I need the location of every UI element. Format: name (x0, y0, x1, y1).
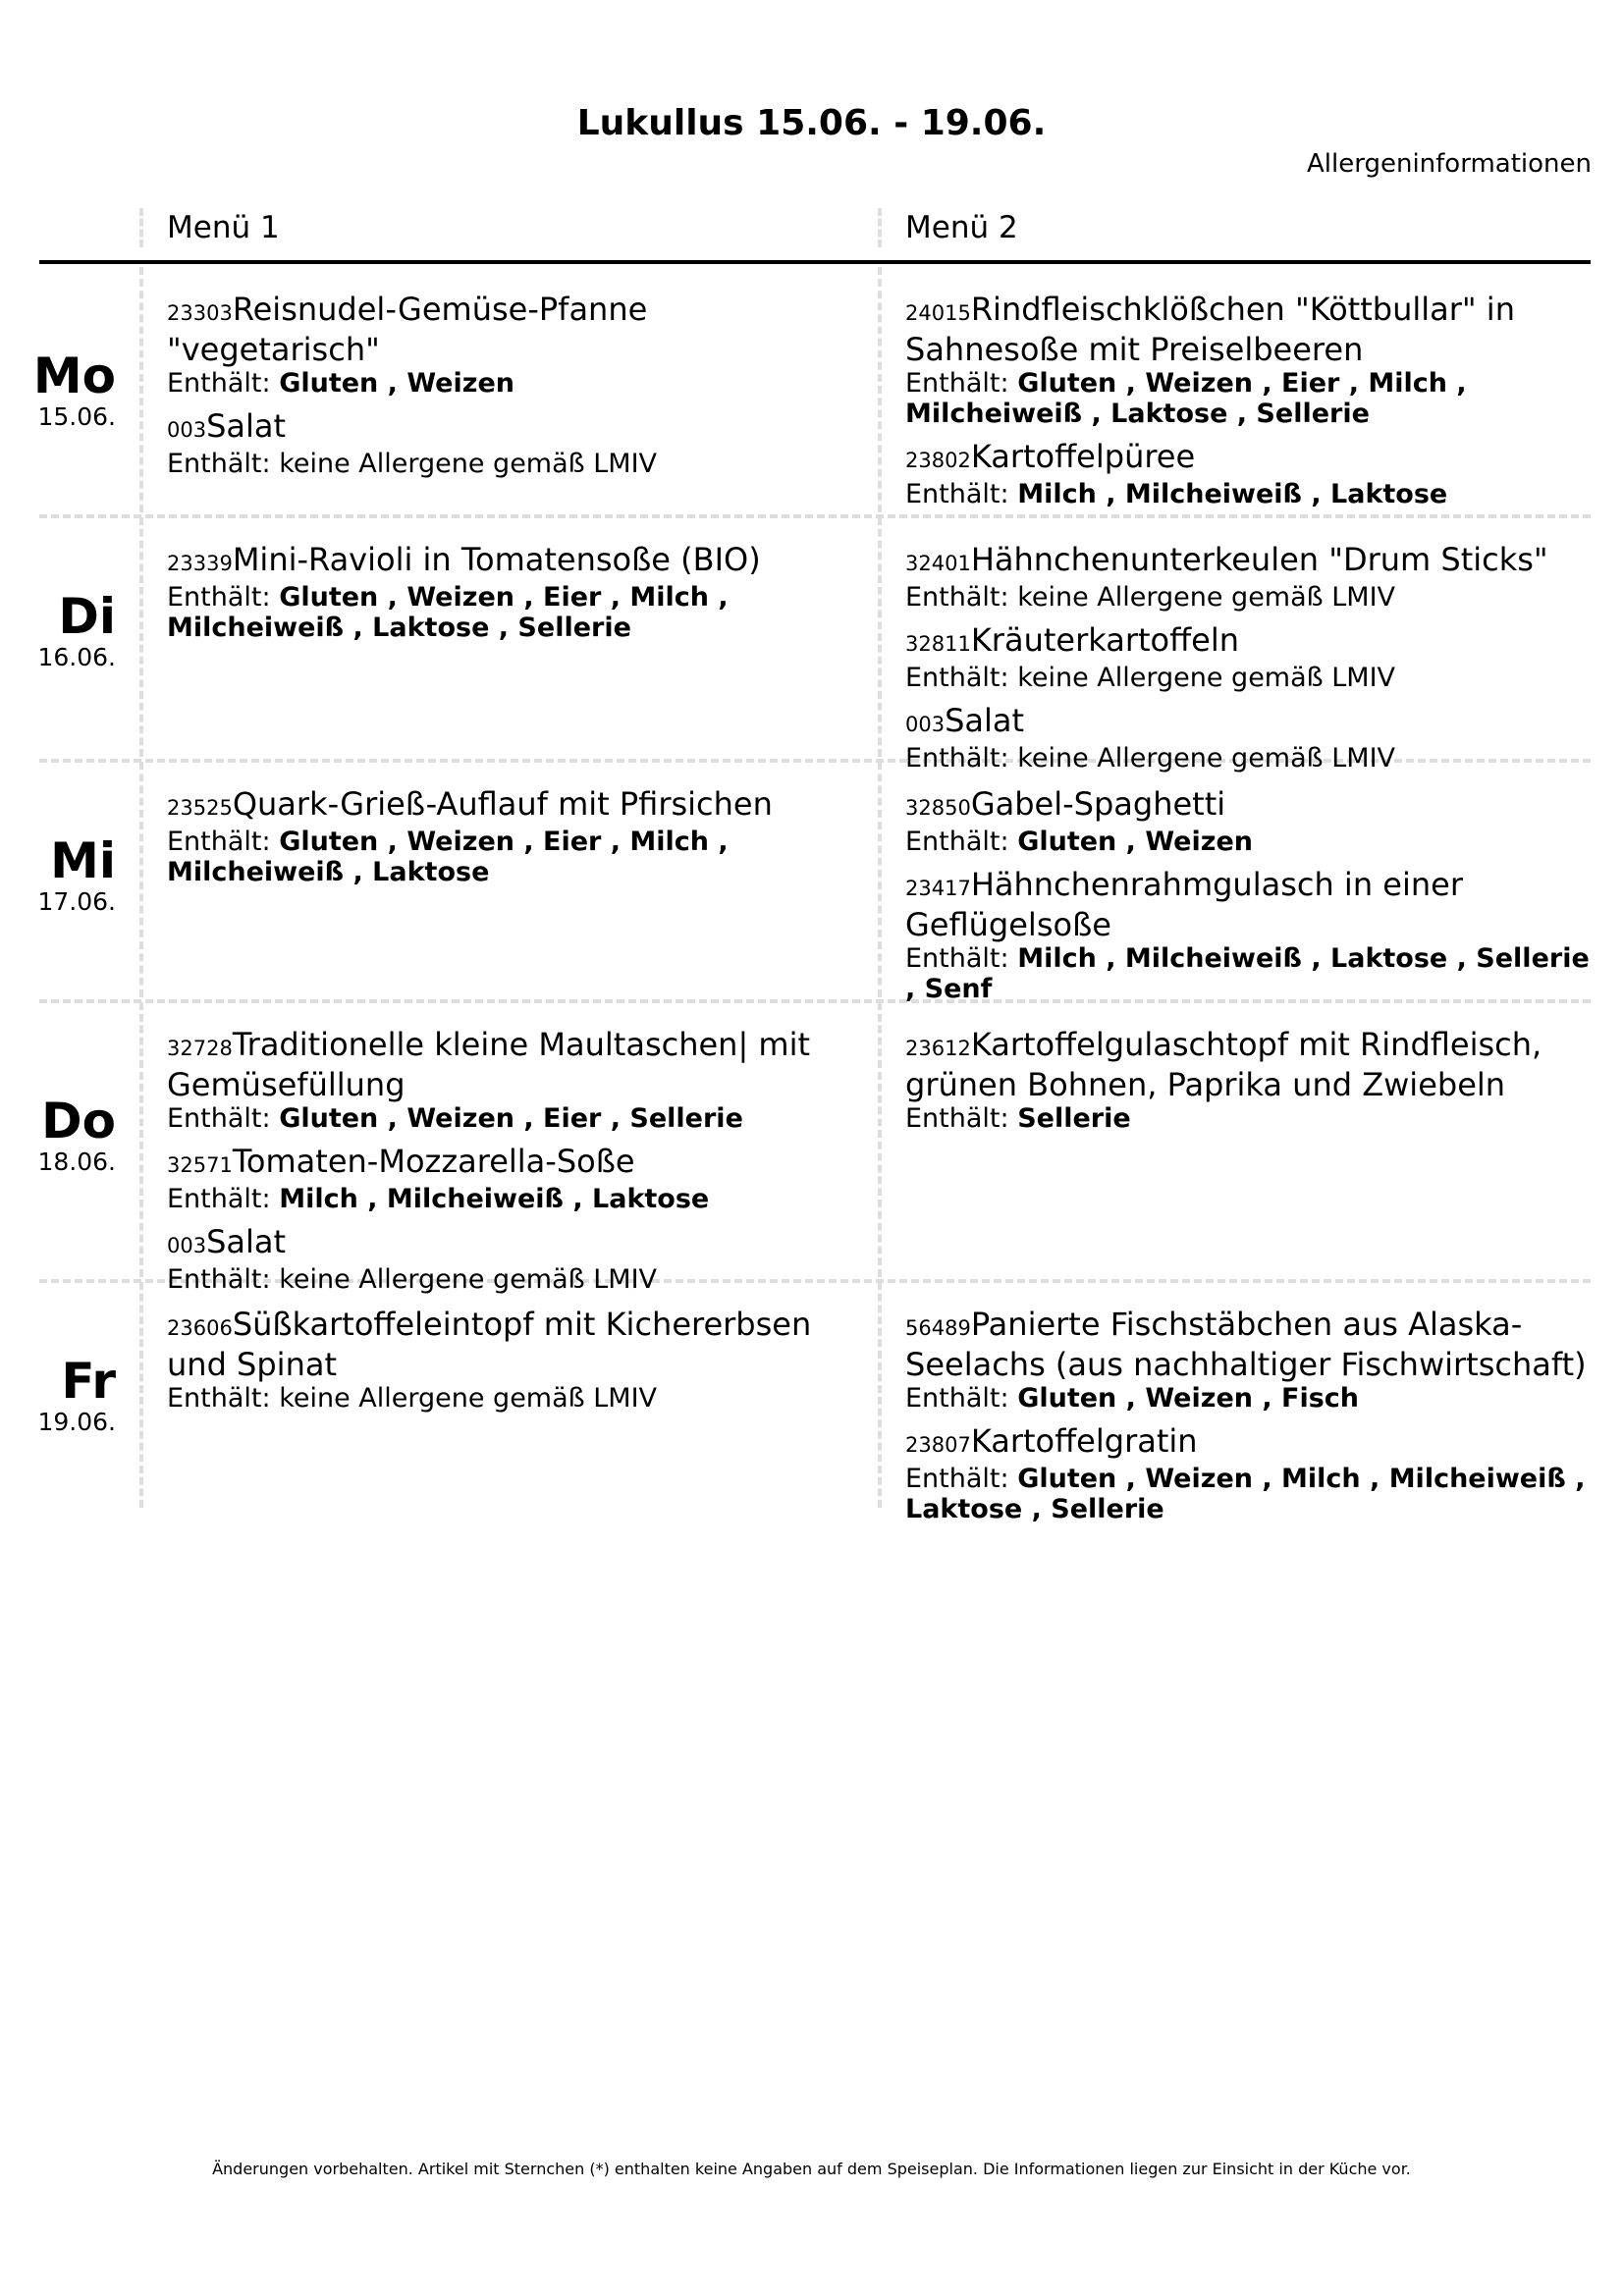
menu-1-cell (139, 517, 837, 757)
allergen-prefix: Enthält: (167, 1103, 271, 1134)
allergen-line (905, 663, 1595, 693)
dish-code: 23802 (905, 449, 971, 472)
allergen-prefix: Enthält: (905, 827, 1009, 857)
dish-name: Reisnudel-Gemüse-Pfanne "vegetarisch" (167, 291, 648, 368)
dish-code: 56489 (905, 1316, 971, 1340)
dish-name: Kartoffelgratin (970, 1422, 1198, 1460)
dish-code: 23417 (905, 877, 971, 900)
allergen-prefix: Enthält: (905, 943, 1009, 974)
day-name: Mo (32, 347, 116, 404)
day-date: 15.06. (37, 402, 116, 431)
allergen-prefix: Enthält: (905, 479, 1009, 509)
allergen-list: Gluten , Weizen , Eier , Sellerie (279, 1103, 743, 1134)
menu-2-cell (878, 1002, 1595, 1277)
dish-item (905, 292, 1595, 429)
dish-title (905, 542, 1595, 582)
day-date: 17.06. (37, 887, 116, 916)
allergen-line (905, 943, 1595, 1004)
day-date: 16.06. (37, 643, 116, 671)
allergen-prefix: Enthält: (167, 449, 271, 479)
footer-note: Änderungen vorbehalten. Artikel mit Sternchen (*) enthalten keine Angaben auf dem Speiseplan. Die Informationen liegen zur Einsicht in der Küche vor. (212, 2160, 1411, 2178)
dish-code: 23606 (167, 1316, 233, 1340)
day-name: Di (58, 588, 116, 645)
allergen-none: keine Allergene gemäß LMIV (279, 1264, 658, 1295)
allergen-prefix: Enthält: (905, 368, 1009, 399)
dish-item (167, 1027, 837, 1134)
dish-name: Kartoffelgulaschtopf mit Rindfleisch, grünen Bohnen, Paprika und Zwiebeln (905, 1026, 1542, 1103)
dish-code: 23612 (905, 1037, 971, 1060)
dish-code: 23525 (167, 796, 233, 820)
allergen-prefix: Enthält: (905, 582, 1009, 613)
dish-item (905, 439, 1595, 509)
dish-title (905, 1027, 1595, 1103)
allergen-none: keine Allergene gemäß LMIV (1017, 663, 1396, 693)
dish-name: Panierte Fischstäbchen aus Alaska-Seelachs (aus nachhaltiger Fischwirtschaft) (905, 1306, 1587, 1383)
dish-code: 003 (905, 713, 946, 736)
dish-title (905, 867, 1595, 943)
day-row (0, 517, 1623, 774)
day-name: Mi (50, 832, 116, 889)
dish-name: Rindfleischklößchen "Köttbullar" in Sahnesoße mit Preiselbeeren (905, 291, 1515, 368)
dish-item (167, 1144, 837, 1214)
dish-title (905, 1423, 1595, 1464)
day-label (0, 1353, 116, 1438)
allergen-line (905, 1383, 1595, 1414)
day-row (0, 1002, 1623, 1295)
allergen-list: Milch , Milcheiweiß , Laktose , Sellerie , Senf (905, 943, 1590, 1004)
allergen-prefix: Enthält: (167, 368, 271, 399)
dish-item (905, 1027, 1595, 1134)
allergen-line (905, 582, 1595, 613)
dish-title (905, 703, 1595, 743)
allergen-none: keine Allergene gemäß LMIV (279, 449, 658, 479)
dish-name: Tomaten-Mozzarella-Soße (232, 1143, 635, 1180)
dish-title (167, 408, 837, 449)
menu-1-cell (139, 762, 837, 997)
dish-name: Süßkartoffeleintopf mit Kichererbsen und Spinat (167, 1306, 812, 1383)
page-title: Lukullus 15.06. - 19.06. (576, 103, 1047, 143)
allergen-list: Gluten , Weizen , Eier , Milch , Milcheiweiß , Laktose , Sellerie (905, 368, 1467, 429)
allergen-line (167, 368, 837, 399)
dish-name: Salat (206, 1223, 287, 1260)
dish-item (905, 867, 1595, 1004)
dish-code: 23339 (167, 552, 233, 575)
dish-item (167, 408, 837, 479)
allergen-prefix: Enthält: (905, 663, 1009, 693)
column-header-menu-2: Menü 2 (878, 208, 1018, 247)
allergen-list: Gluten , Weizen , Milch , Milcheiweiß , Laktose , Sellerie (905, 1464, 1586, 1524)
allergen-line (905, 368, 1595, 429)
allergen-line (167, 1103, 837, 1134)
allergen-line (167, 827, 837, 887)
allergen-prefix: Enthält: (167, 582, 271, 613)
dish-item (905, 542, 1595, 613)
day-row (0, 762, 1623, 1004)
day-row (0, 1282, 1623, 1524)
dish-title (167, 1027, 837, 1103)
column-header-menu-1: Menü 1 (139, 208, 280, 247)
dish-item (905, 1423, 1595, 1524)
menu-2-cell (878, 267, 1595, 512)
dish-code: 23303 (167, 301, 233, 325)
dish-item (167, 292, 837, 399)
allergen-prefix: Enthält: (167, 1184, 271, 1214)
allergen-prefix: Enthält: (905, 1383, 1009, 1414)
page-subtitle: Allergeninformationen (1307, 149, 1592, 179)
dish-code: 32850 (905, 796, 971, 820)
dish-code: 24015 (905, 301, 971, 325)
dish-title (167, 786, 837, 827)
dish-code: 32401 (905, 552, 971, 575)
dish-item (167, 1307, 837, 1414)
allergen-line (167, 1383, 837, 1414)
allergen-list: Gluten , Weizen (279, 368, 514, 399)
dish-name: Traditionelle kleine Maultaschen| mit Gemüsefüllung (167, 1026, 811, 1103)
dish-code: 003 (167, 418, 207, 442)
day-name: Fr (61, 1353, 116, 1410)
dish-title (167, 1224, 837, 1264)
dish-title (905, 1307, 1595, 1383)
dish-code: 32571 (167, 1153, 233, 1177)
menu-2-cell (878, 517, 1595, 774)
day-label (0, 1095, 116, 1178)
dish-item (905, 1307, 1595, 1414)
day-label (0, 588, 116, 673)
dish-name: Mini-Ravioli in Tomatensoße (BIO) (232, 541, 761, 578)
dish-name: Salat (945, 702, 1025, 739)
dish-code: 003 (167, 1234, 207, 1257)
dish-item (167, 786, 837, 887)
allergen-line (905, 479, 1595, 509)
dish-title (905, 622, 1595, 663)
dish-title (905, 439, 1595, 479)
allergen-line (167, 582, 837, 643)
dish-code: 32811 (905, 632, 971, 656)
allergen-prefix: Enthält: (905, 743, 1009, 774)
header-rule (39, 260, 1591, 264)
day-label (0, 347, 116, 433)
allergen-prefix: Enthält: (167, 1383, 271, 1414)
allergen-list: Gluten , Weizen , Eier , Milch , Milcheiweiß , Laktose (167, 827, 729, 887)
dish-name: Hähnchenunterkeulen "Drum Sticks" (970, 541, 1548, 578)
dish-name: Kartoffelpüree (970, 438, 1196, 475)
allergen-prefix: Enthält: (167, 827, 271, 857)
dish-name: Gabel-Spaghetti (970, 785, 1226, 823)
dish-title (167, 542, 837, 582)
allergen-list: Sellerie (1017, 1103, 1131, 1134)
menu-2-cell (878, 762, 1595, 1004)
dish-item (905, 786, 1595, 857)
dish-code: 32728 (167, 1037, 233, 1060)
dish-title (167, 1144, 837, 1184)
dish-item (905, 622, 1595, 693)
allergen-line (167, 1184, 837, 1214)
menu-1-cell (139, 1282, 837, 1508)
allergen-list: Milch , Milcheiweiß , Laktose (1017, 479, 1448, 509)
allergen-list: Gluten , Weizen , Eier , Milch , Milcheiweiß , Laktose , Sellerie (167, 582, 729, 643)
day-name: Do (41, 1093, 116, 1149)
menu-2-cell (878, 1282, 1595, 1524)
dish-title (167, 292, 837, 368)
day-date: 19.06. (37, 1408, 116, 1436)
day-row (0, 267, 1623, 512)
dish-title (167, 1307, 837, 1383)
allergen-list: Gluten , Weizen , Fisch (1017, 1383, 1360, 1414)
dish-title (905, 786, 1595, 827)
allergen-list: Milch , Milcheiweiß , Laktose (279, 1184, 710, 1214)
dish-name: Salat (206, 407, 287, 445)
allergen-prefix: Enthält: (905, 1103, 1009, 1134)
allergen-prefix: Enthält: (167, 1264, 271, 1295)
dish-name: Quark-Grieß-Auflauf mit Pfirsichen (232, 785, 773, 823)
allergen-none: keine Allergene gemäß LMIV (1017, 743, 1396, 774)
allergen-line (167, 449, 837, 479)
allergen-list: Gluten , Weizen (1017, 827, 1253, 857)
allergen-line (905, 1464, 1595, 1524)
day-date: 18.06. (37, 1148, 116, 1176)
allergen-none: keine Allergene gemäß LMIV (279, 1383, 658, 1414)
dish-item (167, 542, 837, 643)
allergen-none: keine Allergene gemäß LMIV (1017, 582, 1396, 613)
allergen-line (905, 1103, 1595, 1134)
dish-title (905, 292, 1595, 368)
day-label (0, 832, 116, 918)
allergen-prefix: Enthält: (905, 1464, 1009, 1494)
allergen-line (905, 827, 1595, 857)
dish-name: Kräuterkartoffeln (970, 621, 1239, 659)
menu-1-cell (139, 267, 837, 512)
dish-name: Hähnchenrahmgulasch in einer Geflügelsoße (905, 866, 1463, 943)
menu-1-cell (139, 1002, 837, 1295)
dish-code: 23807 (905, 1433, 971, 1457)
